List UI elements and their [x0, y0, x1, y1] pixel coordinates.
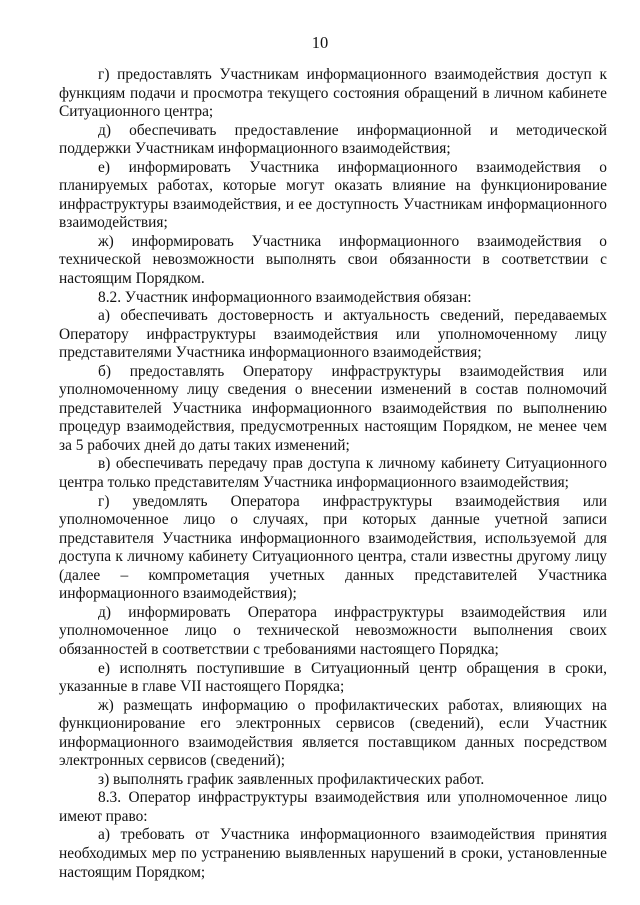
paragraph-e-participant-duty: е) исполнять поступившие в Ситуационный центр обращения в сроки, указанные в главе VII настоящего Порядка; [59, 659, 607, 696]
paragraph-a-participant-duty: а) обеспечивать достоверность и актуальность сведений, передаваемых Оператору инфраструктуры взаимодействия или уполномоченному лицу представителями Участника информационного взаимодействия; [59, 307, 607, 362]
paragraph-zh-participant-duty: ж) размещать информацию о профилактических работах, влияющих на функционирование его электронных сервисов (сведений), если Участник информационного взаимодействия является поставщиком данных посредством электронных сервисов (сведений); [59, 696, 607, 770]
paragraph-a-operator-right: а) требовать от Участника информационного взаимодействия принятия необходимых мер по устранению выявленных нарушений в сроки, установленные настоящим Порядком; [59, 826, 607, 881]
paragraph-zh-operator-duty: ж) информировать Участника информационного взаимодействия о технической невозможности выполнять свои обязанности в соответствии с настоящим Порядком. [59, 232, 607, 288]
paragraph-d-participant-duty: д) информировать Оператора инфраструктуры взаимодействия или уполномоченное лицо о технической невозможности выполнения своих обязанностей в соответствии с требованиями настоящего Порядка; [59, 603, 607, 658]
page-number: 10 [311, 33, 329, 52]
section-8-2-heading: 8.2. Участник информационного взаимодействия обязан: [98, 288, 472, 306]
paragraph-b-participant-duty: б) предоставлять Оператору инфраструктуры взаимодействия или уполномоченному лицу сведения о внесении изменений в состав полномочий представителей Участника информационного взаимодействия по выполнению процедур взаимодействия, предусмотренных настоящим Порядком, не менее чем за 5 рабочих дней до даты таких изменений; [59, 362, 607, 454]
document-body [59, 66, 607, 882]
paragraph-e-operator-duty: е) информировать Участника информационного взаимодействия о планируемых работах, которые могут оказать влияние на функционирование инфраструктуры взаимодействия, и ее доступность Участникам информационного взаимодействия; [59, 158, 607, 232]
section-8-3-heading: 8.3. Оператор инфраструктуры взаимодействия или уполномоченное лицо имеют право: [59, 789, 607, 825]
paragraph-v-participant-duty: в) обеспечивать передачу прав доступа к личному кабинету Ситуационного центра только представителям Участника информационного взаимодействия; [59, 455, 607, 492]
paragraph-g-participant-duty: г) уведомлять Оператора инфраструктуры взаимодействия или уполномоченное лицо о случаях, при которых данные учетной записи представителя Участника информационного взаимодействия, используемой для доступа к личному кабинету Ситуационного центра, стали известны другому лицу (далее – компрометация учетных данных представителей Участника информационного взаимодействия); [59, 492, 607, 603]
paragraph-z-participant-duty: з) выполнять график заявленных профилактических работ. [98, 770, 485, 788]
paragraph-d-operator-duty: д) обеспечивать предоставление информационной и методической поддержки Участникам информационного взаимодействия; [59, 121, 607, 158]
paragraph-g-operator-duty: г) предоставлять Участникам информационного взаимодействия доступ к функциям подачи и просмотра текущего состояния обращений в личном кабинете Ситуационного центра; [59, 66, 607, 121]
